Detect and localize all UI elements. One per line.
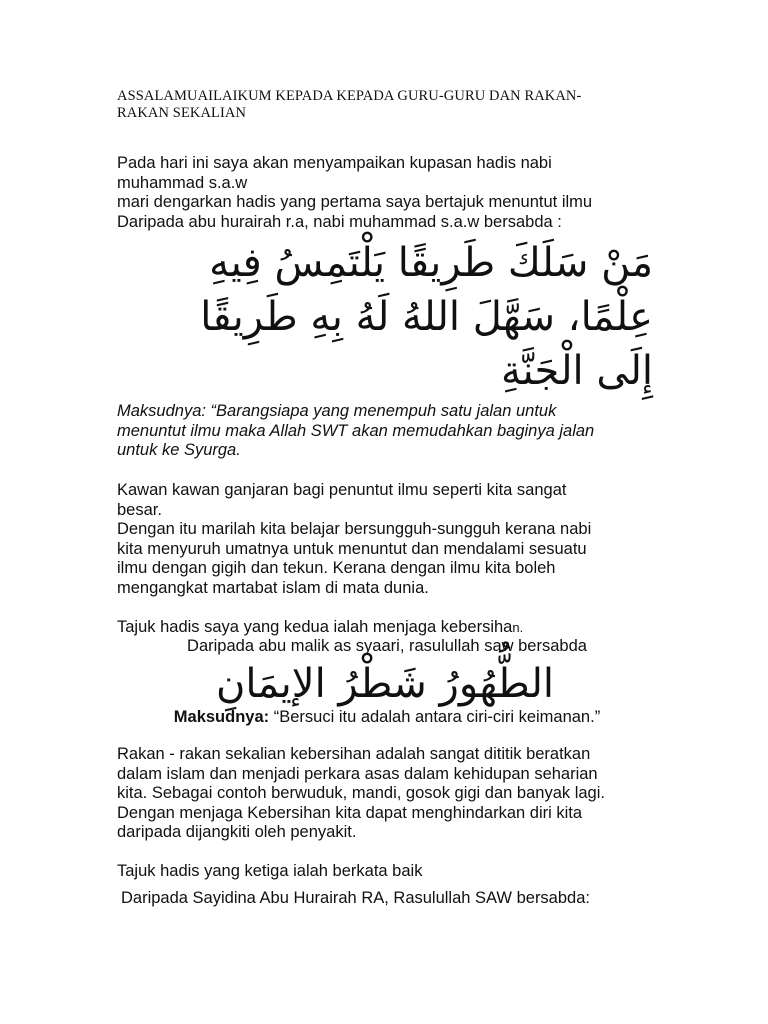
hadith2-meaning — [117, 708, 657, 728]
text-line: dalam islam dan menjadi perkara asas dalam kehidupan seharian — [117, 764, 598, 783]
arabic-line: إِلَى الْجَنَّةِ — [501, 348, 653, 394]
text-line: kita menyuruh umatnya untuk menuntut dan mendalami sesuatu — [117, 539, 587, 558]
reflection1-paragraph — [117, 481, 657, 599]
text-line: menuntut ilmu maka Allah SWT akan memudahkan baginya jalan — [117, 421, 595, 440]
heading-line: ASSALAMUAILAIKUM KEPADA KEPADA GURU-GURU DAN RAKAN- — [117, 88, 582, 104]
text-line: Tajuk hadis yang ketiga ialah berkata baik — [117, 862, 423, 880]
text-line: Daripada abu hurairah r.a, nabi muhammad s.a.w bersabda : — [117, 212, 562, 231]
hadith3-narrator — [121, 889, 661, 909]
hadith2-title-tail: n. — [512, 620, 524, 635]
hadith2-arabic-text: الطُّهُورُ شَطْرُ الإيمَانِ — [215, 661, 555, 707]
arabic-line: مَنْ سَلَكَ طَرِيقًا يَلْتَمِسُ فِيهِ — [209, 240, 653, 286]
text-line: Maksudnya: “Barangsiapa yang menempuh satu jalan untuk — [117, 402, 557, 420]
text-line: muhammad s.a.w — [117, 173, 248, 192]
text-line: Kawan kawan ganjaran bagi penuntut ilmu seperti kita sangat — [117, 481, 567, 499]
meaning-label: Maksudnya: — [173, 708, 270, 726]
hadith1-meaning — [117, 402, 657, 461]
text-line: mengangkat martabat islam di mata dunia. — [117, 578, 429, 597]
text-line: untuk ke Syurga. — [117, 441, 241, 460]
hadith2-narrator: Daripada abu malik as syaari, rasulullah saw bersabda — [187, 637, 587, 655]
text-line: kita. Sebagai contoh berwuduk, mandi, gosok gigi dan banyak lagi. — [117, 784, 605, 803]
text-line: Pada hari ini saya akan menyampaikan kupasan hadis nabi — [117, 154, 552, 172]
reflection2-paragraph — [117, 745, 657, 843]
text-line: Rakan - rakan sekalian kebersihan adalah sangat dititik beratkan — [117, 745, 591, 763]
text-line: besar. — [117, 500, 162, 519]
text-line: ilmu dengan gigih dan tekun. Kerana dengan ilmu kita boleh — [117, 559, 556, 578]
arabic-line: عِلْمًا، سَهَّلَ اللهُ لَهُ بِهِ طَرِيقًا — [200, 294, 653, 340]
text-line: mari dengarkan hadis yang pertama saya bertajuk menuntut ilmu — [117, 193, 593, 212]
text-line: daripada dijangkiti oleh penyakit. — [117, 823, 357, 842]
hadith3-title — [117, 862, 657, 882]
intro-paragraph — [117, 154, 657, 232]
text-line: Dengan itu marilah kita belajar bersungguh-sungguh kerana nabi — [117, 520, 592, 539]
text-line: Dengan menjaga Kebersihan kita dapat menghindarkan diri kita — [117, 803, 583, 822]
hadith2-title — [117, 618, 657, 638]
meaning-text: “Bersuci itu adalah antara ciri-ciri keimanan.” — [269, 708, 601, 726]
text-line: Daripada Sayidina Abu Hurairah RA, Rasulullah SAW bersabda: — [121, 889, 590, 907]
hadith2-title-main: Tajuk hadis saya yang kedua ialah menjaga kebersiha — [117, 618, 513, 636]
heading-line: RAKAN SEKALIAN — [117, 105, 247, 121]
greeting-heading — [117, 88, 637, 122]
hadith1-arabic-text — [113, 236, 653, 398]
